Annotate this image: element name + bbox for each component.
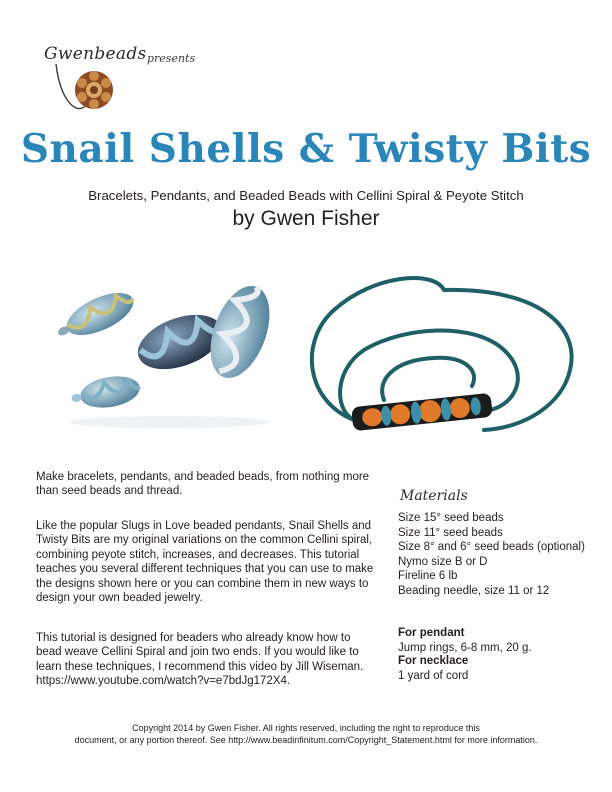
beaded-flower-logo-icon [72,68,116,112]
brand-name: Gwenbeads [44,44,147,64]
pendant-item: Jump rings, 6-8 mm, 20 g. [398,642,532,654]
intro-paragraph-2: Like the popular Slugs in Love beaded pendants, Snail Shells and Twisty Bits are my original variations on the common Cellini spiral, combining peyote stitch, increases, and decreases. This tutorial teaches you several different techniques that you can use to make the designs shown here or you can combine them in new ways to design your own beaded jewelry. [36,520,374,605]
materials-heading: Materials [400,488,468,504]
footer-line-1: Copyright 2014 by Gwen Fisher. All rights reserved, including the right to reproduce this [132,723,480,733]
pendant-heading: For pendant [398,627,465,639]
intro-paragraph-1: Make bracelets, pendants, and beaded beads, from nothing more than seed beads and thread. [36,471,370,498]
author-byline: by Gwen Fisher [232,207,380,230]
list-item: Fireline 6 lb [398,570,458,582]
intro-paragraph-3: This tutorial is designed for beaders who already know how to bead weave Cellini Spiral and join two ends. If you would like to learn these techniques, I recommend this video by Jill Wiseman. https://www.youtube.com/watch?v=e7bdJg172X4. [36,632,364,688]
necklace-item: 1 yard of cord [398,670,469,682]
photo-beaded-beads [40,262,292,442]
list-item: Nymo size B or D [398,555,488,568]
materials-list [398,511,585,598]
photo-spiral-necklace [294,260,584,442]
necklace-heading: For necklace [398,655,469,667]
page-title: Snail Shells & Twisty Bits [20,126,592,172]
list-item: Size 15° seed beads [398,512,504,524]
list-item: Beading needle, size 11 or 12 [398,584,550,597]
footer-line-2: document, or any portion thereof. See http://www.beadinfinitum.com/Copyright_Statement.html for more information. [74,735,538,745]
subtitle: Bracelets, Pendants, and Beaded Beads with Cellini Spiral & Peyote Stitch [88,188,524,203]
copyright-footer [0,722,612,746]
brand-presents: presents [147,52,196,65]
list-item: Size 11° seed beads [398,526,503,539]
list-item: Size 8° and 6° seed beads (optional) [398,541,585,553]
